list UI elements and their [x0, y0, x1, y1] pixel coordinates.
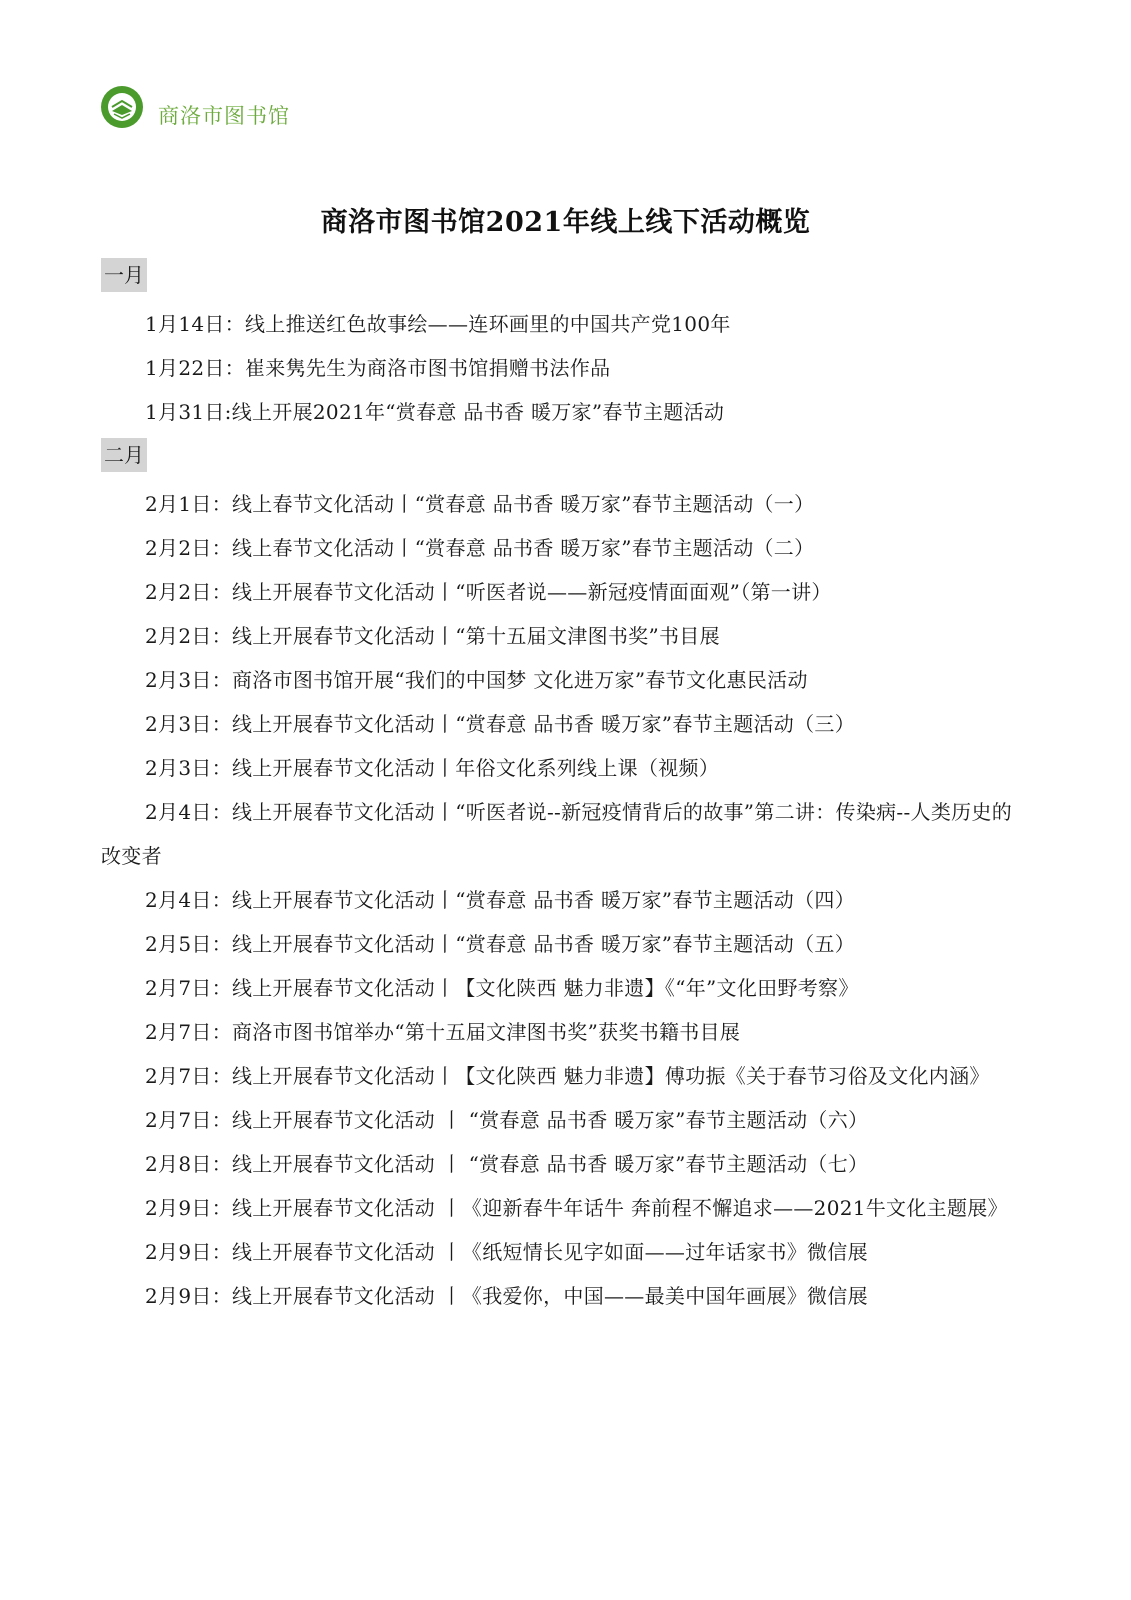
list-item: 2月2日：线上开展春节文化活动丨“听医者说——新冠疫情面面观”（第一讲）: [145, 580, 832, 604]
list-item: 2月1日：线上春节文化活动丨“赏春意 品书香 暖万家”春节主题活动（一）: [145, 492, 815, 516]
org-name: 商洛市图书馆: [158, 104, 290, 128]
month-section-january: [101, 254, 1021, 302]
list-item: 2月8日：线上开展春节文化活动 丨 “赏春意 品书香 暖万家”春节主题活动（七）: [145, 1152, 869, 1176]
list-item: 2月9日：线上开展春节文化活动 丨《我爱你，中国——最美中国年画展》微信展: [145, 1284, 868, 1308]
list-item: 1月14日：线上推送红色故事绘——连环画里的中国共产党100年: [145, 312, 731, 336]
list-item: 1月31日:线上开展2021年“赏春意 品书香 暖万家”春节主题活动: [145, 400, 725, 424]
page-title: 商洛市图书馆2021年线上线下活动概览: [320, 207, 811, 238]
list-item: 2月9日：线上开展春节文化活动 丨《迎新春牛年话牛 奔前程不懈追求——2021牛文化主题展》: [145, 1196, 1008, 1220]
list-item: 2月5日：线上开展春节文化活动丨“赏春意 品书香 暖万家”春节主题活动（五）: [145, 932, 856, 956]
list-item: 2月4日：线上开展春节文化活动丨“听医者说--新冠疫情背后的故事”第二讲：传染病--人类历史的改变者: [101, 800, 1013, 868]
month-section-february: [101, 434, 1021, 482]
list-item: 2月7日：线上开展春节文化活动丨【文化陕西 魅力非遗】傅功振《关于春节习俗及文化内涵》: [145, 1064, 990, 1088]
library-logo-icon: [100, 85, 144, 129]
activity-list: [101, 254, 1021, 1318]
list-item: 2月9日：线上开展春节文化活动 丨《纸短情长见字如面——过年话家书》微信展: [145, 1240, 868, 1264]
month-label: 一月: [101, 258, 147, 292]
list-item: 2月3日：线上开展春节文化活动丨年俗文化系列线上课（视频）: [145, 756, 720, 780]
list-item: 1月22日：崔来隽先生为商洛市图书馆捐赠书法作品: [145, 356, 611, 380]
list-item: 2月2日：线上开展春节文化活动丨“第十五届文津图书奖”书目展: [145, 624, 720, 648]
list-item: 2月2日：线上春节文化活动丨“赏春意 品书香 暖万家”春节主题活动（二）: [145, 536, 815, 560]
list-item: 2月7日：线上开展春节文化活动丨【文化陕西 魅力非遗】《“年”文化田野考察》: [145, 976, 859, 1000]
list-item: 2月7日：商洛市图书馆举办“第十五届文津图书奖”获奖书籍书目展: [145, 1020, 741, 1044]
month-label: 二月: [101, 438, 147, 472]
page-header: [100, 84, 290, 130]
list-item: 2月7日：线上开展春节文化活动 丨 “赏春意 品书香 暖万家”春节主题活动（六）: [145, 1108, 869, 1132]
list-item: 2月4日：线上开展春节文化活动丨“赏春意 品书香 暖万家”春节主题活动（四）: [145, 888, 856, 912]
list-item: 2月3日：线上开展春节文化活动丨“赏春意 品书香 暖万家”春节主题活动（三）: [145, 712, 856, 736]
list-item: 2月3日：商洛市图书馆开展“我们的中国梦 文化进万家”春节文化惠民活动: [145, 668, 808, 692]
